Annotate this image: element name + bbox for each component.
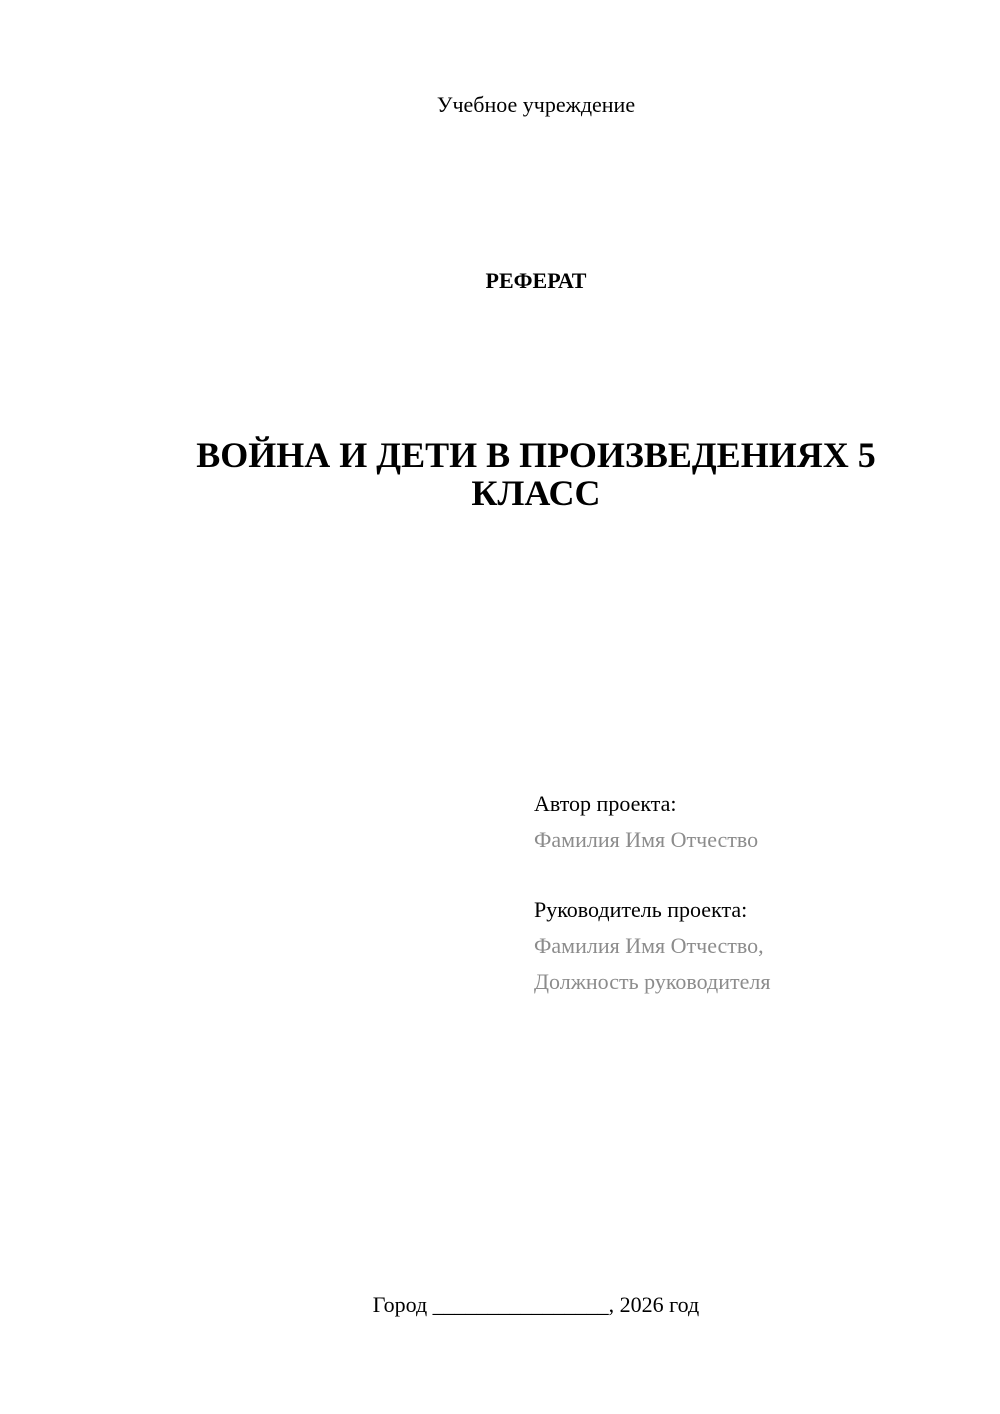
city-year-line [0, 1290, 1000, 1320]
document-title: ВОЙНА И ДЕТИ В ПРОИЗВЕДЕНИЯХ 5 КЛАСС [196, 435, 876, 513]
document-type: РЕФЕРАТ [485, 268, 587, 293]
author-name: Фамилия Имя Отчество [534, 827, 759, 852]
supervisor-position: Должность руководителя [534, 969, 771, 994]
author-label: Автор проекта: [534, 791, 677, 816]
supervisor-label: Руководитель проекта: [534, 897, 748, 922]
credits-spacer [534, 858, 974, 892]
city-label: Город [372, 1292, 428, 1317]
credits-block [534, 786, 974, 1000]
institution-name: Учебное учреждение [436, 92, 636, 117]
supervisor-name: Фамилия Имя Отчество, [534, 933, 764, 958]
year-text: , 2026 год [608, 1292, 700, 1317]
city-blank: ________________ [432, 1292, 609, 1317]
